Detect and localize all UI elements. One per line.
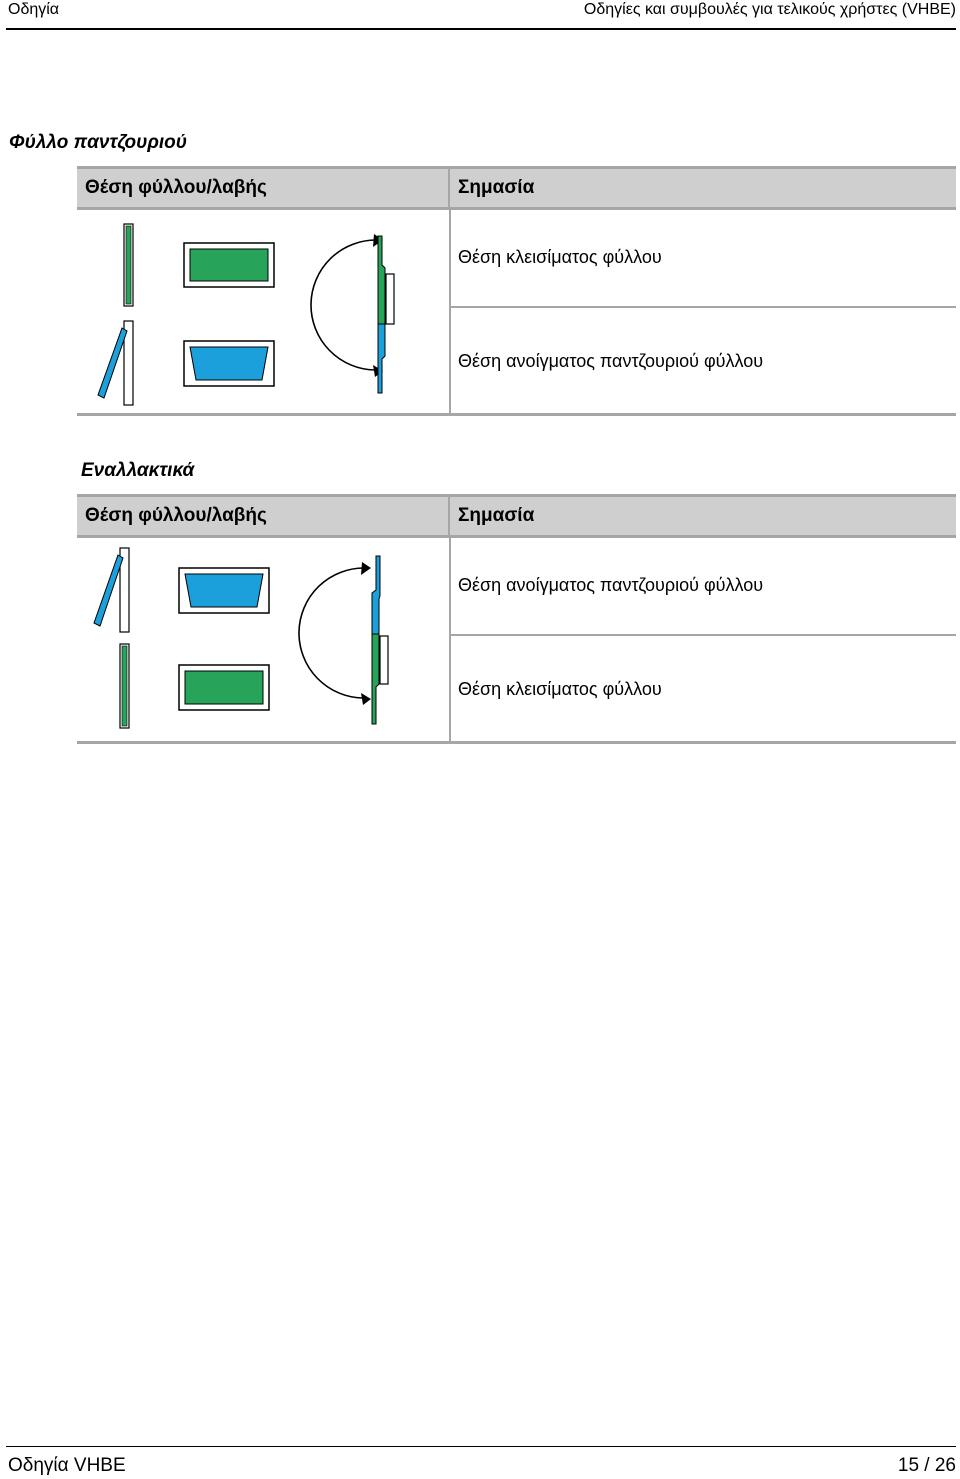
section-title: Φύλλο παντζουριού [9, 132, 188, 153]
table-row [451, 535, 956, 633]
side-closed-icon [124, 224, 133, 306]
meaning-text: Θέση κλεισίματος φύλλου [458, 247, 662, 267]
front-open-icon [179, 568, 269, 613]
leaf-position-illustration [77, 210, 449, 413]
header-doc-title: Οδηγίες και συμβουλές για τελικούς χρήστες (VHBE) [583, 1, 956, 18]
column-header-meaning: Σημασία [458, 177, 535, 198]
leaf-position-illustration [77, 538, 449, 741]
header-divider [448, 497, 450, 535]
page-footer [6, 1446, 956, 1479]
table-header-row [77, 166, 956, 210]
front-closed-icon [184, 243, 274, 287]
table-bottom-rule [77, 413, 956, 416]
side-closed-icon [120, 644, 129, 728]
table-header-row [77, 494, 956, 538]
side-open-icon [94, 548, 129, 632]
shutter-leaf-alternative-table [77, 494, 956, 744]
footer-doc-name: Οδηγία VHBE [8, 1455, 126, 1476]
column-header-position: Θέση φύλλου/λαβής [85, 505, 267, 526]
side-open-icon [98, 321, 133, 405]
header-divider [448, 169, 450, 207]
handle-rotation-icon [299, 556, 388, 724]
handle-rotation-icon [311, 234, 394, 393]
meaning-text: Θέση ανοίγματος παντζουριού φύλλου [458, 351, 764, 371]
meaning-text: Θέση κλεισίματος φύλλου [458, 679, 662, 699]
front-closed-icon [179, 665, 269, 710]
header-doc-type: Οδηγία [8, 1, 60, 18]
page-header [6, 0, 956, 30]
meaning-text: Θέση ανοίγματος παντζουριού φύλλου [458, 575, 764, 595]
alternative-title: Εναλλακτικά [81, 460, 195, 481]
table-bottom-rule [77, 741, 956, 744]
column-header-meaning: Σημασία [458, 505, 535, 526]
column-header-position: Θέση φύλλου/λαβής [85, 177, 267, 198]
shutter-leaf-diagram [77, 538, 449, 741]
page-number: 15 / 26 [897, 1455, 956, 1476]
table-row [451, 636, 956, 741]
shutter-leaf-diagram [77, 210, 449, 413]
front-open-icon [184, 341, 274, 386]
table-row [451, 308, 956, 413]
table-row [451, 207, 956, 305]
shutter-leaf-table [77, 166, 956, 416]
